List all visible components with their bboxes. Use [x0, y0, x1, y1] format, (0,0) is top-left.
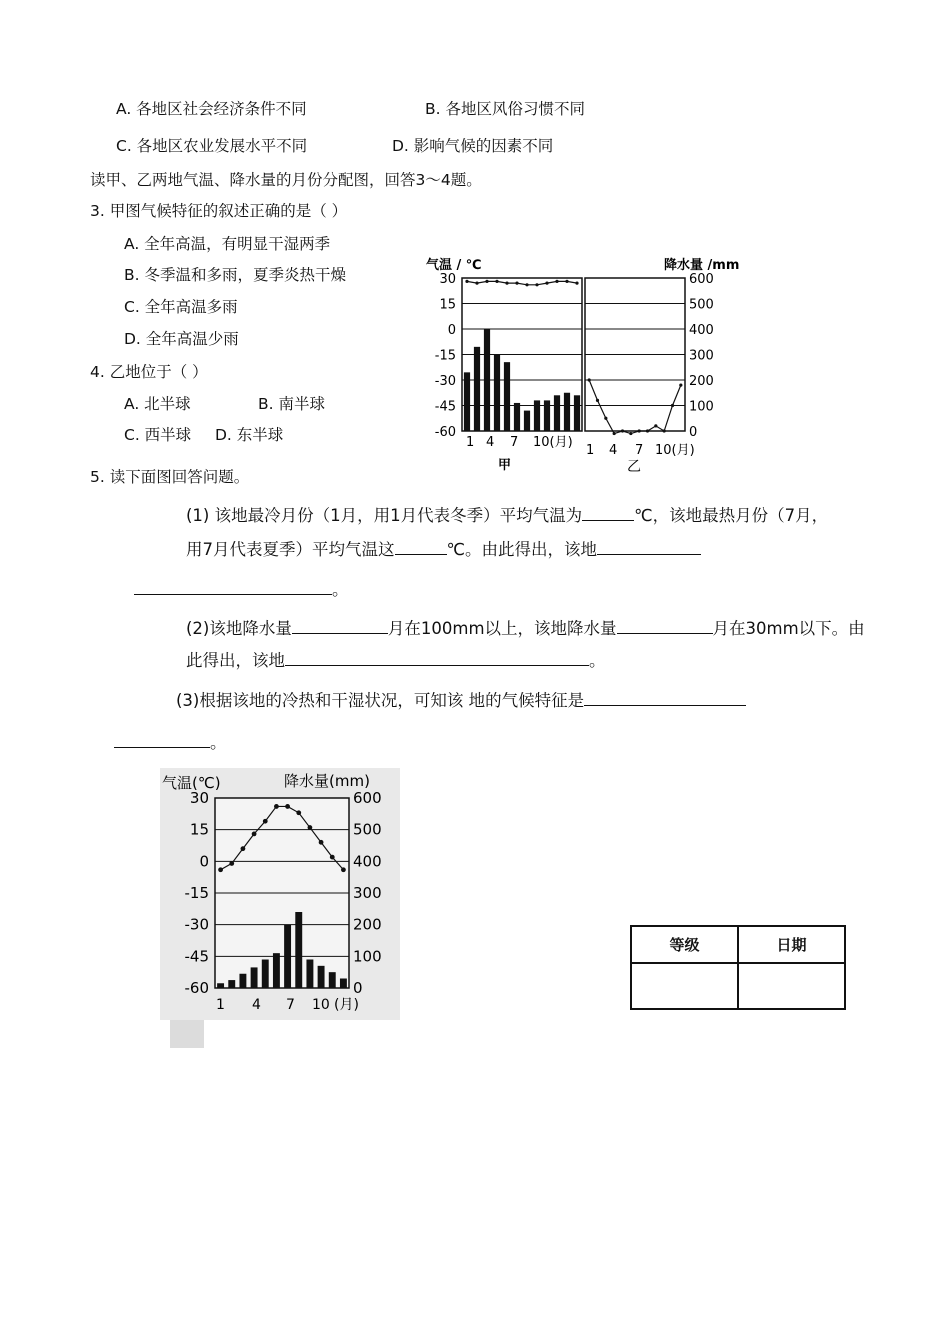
q5-temp-point — [341, 867, 346, 872]
q5-p2-blank-conclusion[interactable] — [285, 651, 589, 666]
yi-xtick-4: 4 — [609, 443, 618, 458]
yi-precip-point — [596, 399, 599, 402]
q5-ytick-left: 30 — [189, 789, 209, 807]
jia-precip-bar — [494, 355, 500, 432]
q2-option-b: B. 各地区风俗习惯不同 — [425, 100, 585, 118]
q5-ytick-left: -30 — [184, 915, 209, 934]
q4-option-b: B. 南半球 — [258, 395, 325, 413]
yi-ytick-right: 100 — [689, 399, 714, 415]
jia-temp-point — [535, 283, 538, 286]
q5-p1-end: 。 — [332, 580, 349, 599]
q5-p3-blank-climate[interactable] — [584, 691, 746, 706]
yi-precip-point — [671, 404, 674, 407]
q5-part3-line1 — [176, 691, 746, 710]
q5-precip-bar — [228, 980, 235, 988]
scan-strip — [170, 1020, 204, 1048]
q5-p1-blank-hot-temp[interactable] — [395, 540, 447, 555]
q5-ytick-right: 500 — [353, 820, 382, 839]
q5-precip-bar — [284, 925, 291, 988]
q5-ytick-right: 300 — [353, 884, 382, 902]
q5-ylabel-left: 气温(℃) — [162, 774, 221, 792]
yi-ytick-right: 300 — [689, 348, 714, 364]
q3-option-b: B. 冬季温和多雨，夏季炎热干燥 — [124, 266, 346, 284]
q5-temp-point — [218, 867, 223, 872]
jia-temp-point — [515, 282, 518, 285]
q5-p1-blank-conclusion-cont[interactable] — [134, 580, 332, 595]
yi-ytick-right: 500 — [689, 297, 714, 313]
q5-p3-end: 。 — [210, 733, 227, 752]
q5-xtick-1: 1 — [216, 997, 225, 1013]
q5-p3-blank-climate-cont[interactable] — [114, 733, 210, 748]
q5-temp-point — [285, 804, 290, 809]
q5-stem: 5. 读下面图回答问题。 — [90, 468, 250, 486]
yi-precip-point — [613, 432, 616, 435]
q5-p3-text-a: (3)根据该地的冷热和干湿状况，可知该 地的气候特征是 — [176, 691, 585, 710]
q5-precip-bar — [251, 967, 258, 988]
jia-temp-point — [555, 280, 558, 283]
q5-part1-line1 — [186, 506, 828, 525]
q4-option-d: D. 东半球 — [215, 426, 284, 444]
jia-precip-bar — [514, 403, 520, 431]
q3-option-d: D. 全年高温少雨 — [124, 330, 239, 348]
q5-ytick-left: 0 — [199, 852, 209, 871]
q5-ytick-left: 15 — [189, 820, 209, 839]
q5-part1-line2 — [186, 540, 701, 559]
q5-precip-bar — [318, 966, 325, 988]
yi-precip-point — [663, 429, 666, 432]
q5-temp-point — [308, 825, 313, 830]
q5-part3-line2 — [114, 733, 227, 752]
date-cell[interactable] — [738, 963, 845, 1009]
jia-xtick-4: 4 — [486, 435, 495, 450]
jia-temp-point — [465, 280, 468, 283]
q5-temp-point — [252, 831, 257, 836]
jia-temp-point — [525, 283, 528, 286]
q5-p1-text-d: ℃。由此得出，该地 — [446, 540, 598, 559]
q5-temp-point — [263, 819, 268, 824]
q5-p2-text-a: (2)该地降水量 — [186, 619, 292, 638]
q5-p2-blank-dry-months[interactable] — [617, 619, 713, 634]
q5-precip-bar — [262, 960, 269, 989]
q5-precip-bar — [340, 979, 347, 989]
q5-p1-blank-conclusion[interactable] — [597, 540, 701, 555]
q5-p2-blank-wet-months[interactable] — [292, 619, 388, 634]
q5-ytick-left: -15 — [184, 884, 209, 902]
q5-precip-bar — [295, 912, 302, 988]
q3-option-a: A. 全年高温，有明显干湿两季 — [124, 235, 331, 253]
jia-xtick-7: 7 — [510, 435, 519, 450]
q5-p1-text-c: 用7月代表夏季）平均气温这 — [186, 540, 395, 559]
yi-precip-point — [621, 429, 624, 432]
q5-precip-bar — [273, 953, 280, 988]
date-header: 日期 — [738, 926, 845, 963]
q5-ylabel-right: 降水量(mm) — [284, 772, 370, 790]
jia-ytick-left: 15 — [439, 297, 456, 313]
q5-ytick-left: -60 — [184, 979, 209, 997]
jia-temp-point — [545, 282, 548, 285]
jia-precip-bar — [554, 395, 560, 431]
q5-ytick-right: 600 — [353, 789, 382, 807]
q5-p2-text-d: 此得出，该地 — [186, 651, 285, 670]
yi-ytick-right: 200 — [689, 374, 714, 389]
q5-precip-bar — [306, 960, 313, 989]
yi-xtick-10: 10(月) — [655, 443, 695, 458]
yi-precip-point — [638, 429, 641, 432]
jia-temp-line — [467, 281, 577, 284]
jia-ytick-left: -30 — [434, 374, 456, 389]
jia-xtick-10: 10(月) — [533, 435, 573, 450]
yi-xtick-7: 7 — [635, 443, 644, 458]
q3-stem: 3. 甲图气候特征的叙述正确的是（ ） — [90, 202, 348, 220]
q5-temp-point — [229, 861, 234, 866]
q3-option-c: C. 全年高温多雨 — [124, 298, 238, 316]
jia-ytick-left: -60 — [434, 425, 456, 440]
yi-precip-point — [629, 432, 632, 435]
q5-ytick-right: 100 — [353, 947, 382, 966]
q5-p1-text-b: ℃，该地最热月份（7月， — [634, 506, 829, 525]
jia-precip-bar — [484, 329, 490, 431]
jia-ytick-left: 30 — [439, 272, 456, 287]
jia-precip-bar — [564, 393, 570, 431]
q5-temp-point — [330, 855, 335, 860]
yi-precip-line — [589, 380, 681, 434]
q2-option-c: C. 各地区农业发展水平不同 — [116, 137, 308, 155]
q5-p2-text-b: 月在100mm以上，该地降水量 — [387, 619, 617, 638]
climate-chart-q5 — [160, 768, 402, 1050]
yi-precip-point — [588, 378, 591, 381]
jia-precip-bar — [544, 400, 550, 431]
yi-title: 乙 — [627, 459, 641, 475]
jia-temp-point — [475, 282, 478, 285]
q5-xtick-10: 10 — [312, 997, 330, 1013]
q5-precip-bar — [239, 974, 246, 988]
jia-xtick-1: 1 — [466, 435, 475, 450]
q5-p2-text-c: 月在30mm以下。由 — [712, 619, 865, 638]
grade-cell[interactable] — [631, 963, 738, 1009]
jia-title: 甲 — [498, 458, 512, 473]
jia-ytick-left: -45 — [434, 399, 456, 415]
q5-xtick-4: 4 — [252, 997, 261, 1013]
q5-part2-line2 — [186, 651, 606, 670]
q4-option-c: C. 西半球 — [124, 426, 192, 444]
q5-precip-bar — [217, 983, 224, 988]
q4-option-a: A. 北半球 — [124, 395, 191, 413]
q5-part2-line1 — [186, 619, 865, 638]
q2-option-a: A. 各地区社会经济条件不同 — [116, 100, 307, 118]
q5-xtick-unit: (月) — [334, 997, 359, 1013]
yi-precip-point — [646, 429, 649, 432]
q5-ytick-right: 0 — [353, 979, 363, 997]
q5-temp-point — [319, 840, 324, 845]
jia-precip-bar — [464, 372, 470, 431]
jia-ylabel-right: 降水量 /mm — [664, 258, 740, 273]
jia-temp-point — [495, 280, 498, 283]
grade-header: 等级 — [631, 926, 738, 963]
yi-precip-point — [679, 384, 682, 387]
jia-ytick-left: 0 — [447, 323, 456, 338]
jia-precip-bar — [574, 395, 580, 431]
jia-ylabel-left: 气温 / ℃ — [426, 258, 482, 273]
q5-p1-blank-cold-temp[interactable] — [582, 506, 634, 521]
jia-precip-bar — [534, 400, 540, 431]
jia-precip-bar — [524, 411, 530, 431]
jia-temp-point — [485, 280, 488, 283]
q5-p2-end: 。 — [589, 651, 606, 670]
q5-ytick-left: -45 — [184, 947, 209, 966]
yi-ytick-right: 600 — [689, 272, 714, 287]
q4-stem: 4. 乙地位于（ ） — [90, 363, 208, 381]
yi-ytick-right: 0 — [689, 425, 698, 440]
q5-temp-point — [274, 804, 279, 809]
jia-precip-bar — [504, 362, 510, 431]
q5-ytick-right: 200 — [353, 915, 382, 934]
yi-xtick-1: 1 — [586, 443, 595, 458]
climate-chart-jia-yi — [420, 250, 750, 480]
yi-precip-point — [604, 417, 607, 420]
q5-temp-point — [296, 810, 301, 815]
q5-xtick-7: 7 — [286, 997, 295, 1013]
q5-p1-text-a: (1) 该地最冷月份（1月，用1月代表冬季）平均气温为 — [186, 506, 583, 525]
jia-temp-point — [505, 282, 508, 285]
jia-precip-bar — [474, 347, 480, 431]
q5-ytick-right: 400 — [353, 852, 382, 871]
jia-temp-point — [565, 280, 568, 283]
yi-precip-point — [654, 424, 657, 427]
intro-text: 读甲、乙两地气温、降水量的月份分配图，回答3～4题。 — [90, 171, 482, 189]
jia-ytick-left: -15 — [434, 348, 456, 364]
q2-option-d: D. 影响气候的因素不同 — [392, 137, 554, 155]
q5-part1-line3 — [134, 580, 349, 599]
grade-table — [630, 925, 846, 1010]
q5-precip-bar — [329, 972, 336, 988]
yi-ytick-right: 400 — [689, 323, 714, 338]
q5-temp-point — [241, 846, 246, 851]
jia-temp-point — [575, 282, 578, 285]
